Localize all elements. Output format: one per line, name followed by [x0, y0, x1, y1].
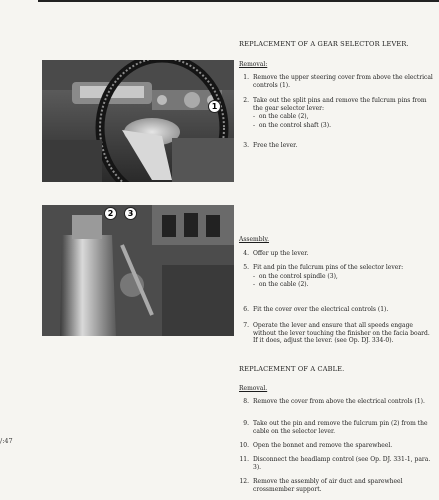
bullet-item: - on the control spindle (3), [253, 272, 338, 280]
margin-page-number: /:47 [0, 437, 13, 445]
callout-1: 1 [208, 100, 221, 113]
step-text: Remove the cover from above the electrical controls (1). [253, 398, 425, 405]
cable-removal-heading: Removal. [239, 385, 268, 392]
callout-2: 2 [104, 207, 117, 220]
bullet-item: - on the cable (2). [253, 281, 309, 289]
step-10 [239, 442, 435, 450]
step-8 [239, 398, 435, 414]
callout-3: 3 [124, 207, 137, 220]
step-text: Remove the upper steering cover from above the electrical controls (1). [253, 74, 433, 89]
step-4 [239, 250, 435, 258]
step-number: 7. [243, 322, 249, 329]
step-2 [239, 97, 435, 139]
dashboard-photo [42, 60, 234, 182]
step-7 [239, 322, 435, 354]
step-text: Fit and pin the fulcrum pins of the selector lever: - on the control spindle (3), - on the cable (2). [253, 264, 433, 289]
step-number: 1. [243, 74, 249, 81]
header-rule [38, 0, 439, 2]
title-cable: REPLACEMENT OF A CABLE. [239, 365, 345, 373]
step-12 [239, 478, 435, 494]
step-text: Free the lever. [253, 142, 298, 149]
step-3 [239, 142, 435, 150]
step-number: 6. [243, 306, 249, 313]
step-number: 3. [243, 142, 249, 149]
step-text: Take out the pin and remove the fulcrum pin (2) from the cable on the selector lever. [253, 420, 428, 435]
step-6 [239, 306, 435, 314]
step-text: Operate the lever and ensure that all speeds engage without the lever touching the finisher on the facia board. If it does, adjust the lever. (see Op. DJ. 334-0). [253, 322, 430, 345]
step-number: 9. [243, 420, 249, 427]
step-9 [239, 420, 435, 436]
step-1 [239, 74, 435, 90]
step-number: 5. [243, 264, 249, 271]
step-5 [239, 264, 435, 304]
steering-column-photo [42, 205, 234, 336]
step-number: 4. [243, 250, 249, 257]
title-gear-selector: REPLACEMENT OF A GEAR SELECTOR LEVER. [239, 40, 409, 48]
step-text: Offer up the lever. [253, 250, 309, 257]
step-text: Disconnect the headlamp control (see Op. DJ. 331-1, para. 3). [253, 456, 431, 471]
step-text: Remove the assembly of air duct and sparewheel crossmember support. [253, 478, 403, 493]
step-number: 12. [239, 478, 249, 485]
bullet-item: - on the control shaft (3). [253, 121, 331, 129]
bullet-item: - on the cable (2), [253, 113, 309, 121]
step-number: 10. [239, 442, 249, 449]
step-text: Fit the cover over the electrical controls (1). [253, 306, 389, 313]
assembly-heading: Assembly. [239, 236, 269, 243]
step-text: Take out the split pins and remove the fulcrum pins from the gear selector lever: - on the cable (2), - on the control shaft (3). [253, 97, 433, 129]
removal-heading: Removal: [239, 61, 268, 68]
step-text: Open the bonnet and remove the sparewheel. [253, 442, 393, 449]
step-number: 11. [239, 456, 249, 463]
step-number: 8. [243, 398, 249, 405]
step-11 [239, 456, 435, 472]
step-number: 2. [243, 97, 249, 104]
